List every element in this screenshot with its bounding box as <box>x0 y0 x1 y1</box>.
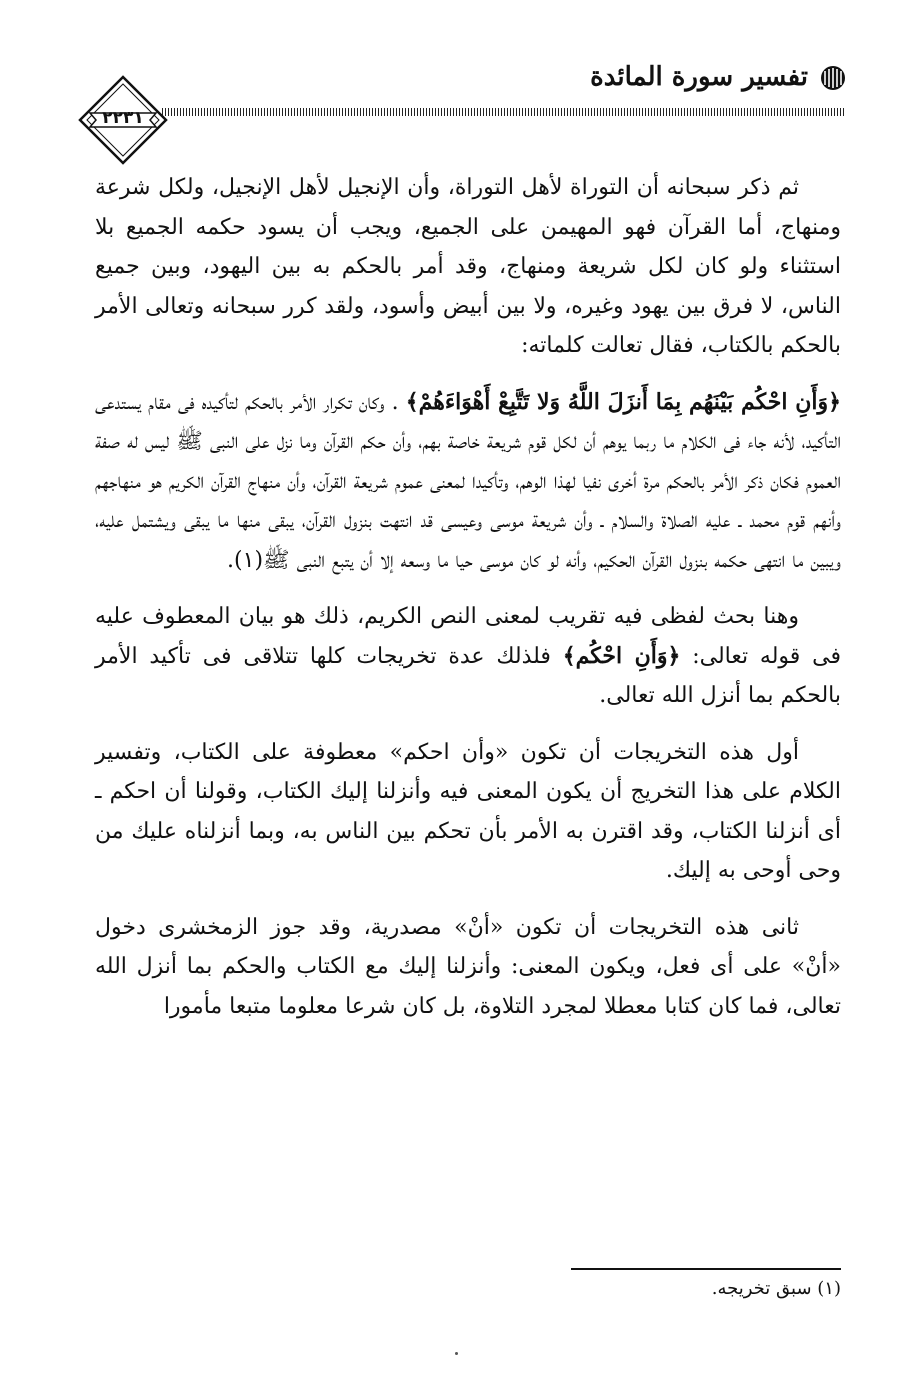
paragraph-text: ثم ذكر سبحانه أن التوراة لأهل التوراة، وأن الإنجيل لأهل الإنجيل، ولكل شرعة ومنهاج، أما القرآن فهو المهيمن على الجميع، ويجب أن يسود حكمه الجميع بلا استثناء ولو كان لكل شريعة ومنهاج، وقد أمر بالحكم به بين اليهود، وبين جميع الناس، لا فرق بين يهود وغيره، ولا بين أبيض وأسود، ولقد كرر سبحانه وتعالى الأمر بالحكم بالكتاب، فقال تعالت كلماته: <box>95 175 841 358</box>
quran-verse: ﴿وَأَنِ احْكُم﴾ <box>562 642 681 669</box>
paragraph-text: فلذلك عدة تخريجات كلها تتلاقى فى تأكيد الأمر بالحكم بما أنزل الله تعالى. <box>95 643 841 708</box>
page-number: ٢٢٣١ <box>102 108 144 128</box>
header-title: تفسير سورة المائدة <box>590 62 808 92</box>
paragraph-text: وهنا بحث لفظى فيه تقريب لمعنى النص الكريم، ذلك هو بيان المعطوف عليه فى قوله تعالى: <box>95 604 841 669</box>
running-header <box>80 60 846 100</box>
paragraph-text: . وكان تكرار الأمر بالحكم لتأكيده فى مقام يستدعى التأكيد، لأنه جاء فى الكلام ما ربما يوهم أن لكل قوم شريعة خاصة بهم، وأن حكم القرآن وما نزل على النبى ﷺ ليس له صفة العموم فكان ذكر الأمر بالحكم مرة أخرى نفيا لهذا الوهم، وتأكيدا لمعنى عموم شريعة القرآن، وأن منهاج القرآن الكريم هو منهاجهم وأنهم قوم محمد ـ عليه الصلاة والسلام ـ وأن شريعة موسى وعيسى قد انتهت بنزول القرآن، يبقى منها ما يبقى ويشتمل عليه، ويبين ما انتهى حكمه بنزول القرآن الحكيم، وأنه لو كان موسى حيا ما وسعه إلا أن يتبع النبى ﷺ(١). <box>95 389 841 573</box>
paragraph <box>95 597 841 716</box>
paragraph <box>95 168 841 366</box>
quran-verse: ﴿وَأَنِ احْكُم بَيْنَهُم بِمَا أَنزَلَ اللَّهُ وَلا تَتَّبِعْ أَهْوَاءَهُمْ﴾ <box>405 388 842 415</box>
paragraph-text: ثانى هذه التخريجات أن تكون «أنْ» مصدرية، وقد جوز الزمخشرى دخول «أنْ» على أى فعل، ويكون المعنى: وأنزلنا إليك مع الكتاب والحكم بما أنزل الله تعالى، فما كان كتابا معطلا لمجرد التلاوة، بل كان شرعا معلوما متبعا مأمورا <box>95 914 841 1019</box>
paragraph <box>95 733 841 891</box>
body-text <box>95 168 841 1043</box>
rosette-icon <box>820 65 846 91</box>
footnote-divider <box>571 1268 841 1270</box>
header-rule <box>162 108 846 116</box>
page-number-badge <box>78 75 168 165</box>
scan-speck <box>455 1352 458 1355</box>
paragraph <box>95 908 841 1027</box>
footnote: (١) سبق تخريجه. <box>711 1278 841 1299</box>
paragraph-text: أول هذه التخريجات أن تكون «وأن احكم» معطوفة على الكتاب، وتفسير الكلام على هذا التخريج أن يكون المعنى فيه وأنزلنا إليك الكتاب، وقولنا أن احكم ـ أى أنزلنا الكتاب، وقد اقترن به الأمر بأن تحكم بين الناس به، وبما أنزلناه عليك من وحى أوحى به إليك. <box>95 739 842 883</box>
paragraph <box>95 383 841 581</box>
